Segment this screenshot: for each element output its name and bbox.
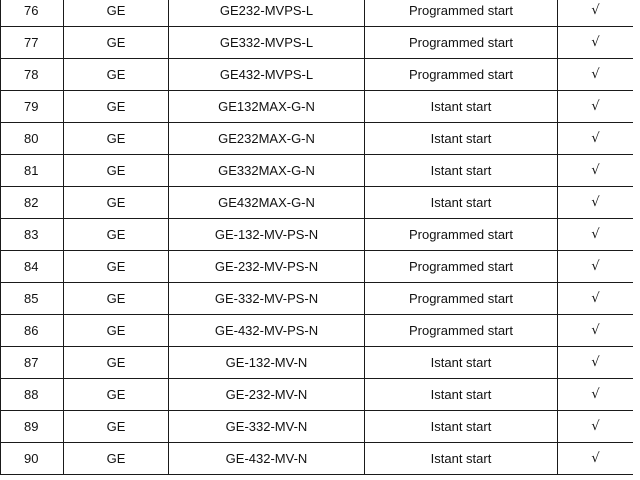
table-row: [1, 315, 634, 347]
table-row: [1, 187, 634, 219]
model-cell: GE-132-MV-PS-N: [169, 219, 365, 251]
table-row: [1, 59, 634, 91]
model-cell: GE-332-MV-PS-N: [169, 283, 365, 315]
row-number-cell: 84: [1, 251, 64, 283]
check-mark-cell: √: [558, 187, 634, 219]
row-number-cell: 76: [1, 0, 64, 27]
model-cell: GE432MAX-G-N: [169, 187, 365, 219]
start-type-cell: Programmed start: [365, 315, 558, 347]
model-cell: GE-132-MV-N: [169, 347, 365, 379]
table-row: [1, 443, 634, 475]
start-type-cell: Programmed start: [365, 27, 558, 59]
model-cell: GE-432-MV-N: [169, 443, 365, 475]
brand-cell: GE: [64, 283, 169, 315]
check-mark-cell: √: [558, 91, 634, 123]
model-cell: GE-232-MV-PS-N: [169, 251, 365, 283]
start-type-cell: Istant start: [365, 443, 558, 475]
start-type-cell: Istant start: [365, 155, 558, 187]
start-type-cell: Istant start: [365, 123, 558, 155]
row-number-cell: 77: [1, 27, 64, 59]
start-type-cell: Programmed start: [365, 0, 558, 27]
check-mark-cell: √: [558, 283, 634, 315]
check-mark-cell: √: [558, 315, 634, 347]
table-row: [1, 219, 634, 251]
start-type-cell: Istant start: [365, 411, 558, 443]
table-row: [1, 251, 634, 283]
check-mark-cell: √: [558, 251, 634, 283]
brand-cell: GE: [64, 443, 169, 475]
start-type-cell: Programmed start: [365, 283, 558, 315]
check-mark-cell: √: [558, 219, 634, 251]
brand-cell: GE: [64, 0, 169, 27]
table-row: [1, 27, 634, 59]
row-number-cell: 78: [1, 59, 64, 91]
row-number-cell: 79: [1, 91, 64, 123]
table-row: [1, 0, 634, 27]
row-number-cell: 85: [1, 283, 64, 315]
row-number-cell: 80: [1, 123, 64, 155]
brand-cell: GE: [64, 347, 169, 379]
start-type-cell: Programmed start: [365, 59, 558, 91]
brand-cell: GE: [64, 411, 169, 443]
table-row: [1, 283, 634, 315]
brand-cell: GE: [64, 91, 169, 123]
row-number-cell: 87: [1, 347, 64, 379]
check-mark-cell: √: [558, 0, 634, 27]
check-mark-cell: √: [558, 123, 634, 155]
model-cell: GE232MAX-G-N: [169, 123, 365, 155]
table-row: [1, 91, 634, 123]
start-type-cell: Istant start: [365, 347, 558, 379]
row-number-cell: 81: [1, 155, 64, 187]
check-mark-cell: √: [558, 59, 634, 91]
brand-cell: GE: [64, 219, 169, 251]
table-row: [1, 155, 634, 187]
start-type-cell: Istant start: [365, 379, 558, 411]
page-margin: [633, 0, 640, 480]
brand-cell: GE: [64, 155, 169, 187]
model-cell: GE-432-MV-PS-N: [169, 315, 365, 347]
brand-cell: GE: [64, 187, 169, 219]
brand-cell: GE: [64, 315, 169, 347]
check-mark-cell: √: [558, 443, 634, 475]
model-cell: GE332-MVPS-L: [169, 27, 365, 59]
model-cell: GE-232-MV-N: [169, 379, 365, 411]
check-mark-cell: √: [558, 379, 634, 411]
row-number-cell: 83: [1, 219, 64, 251]
table-row: [1, 347, 634, 379]
table-body: [1, 0, 634, 475]
start-type-cell: Programmed start: [365, 251, 558, 283]
start-type-cell: Istant start: [365, 91, 558, 123]
start-type-cell: Programmed start: [365, 219, 558, 251]
table-row: [1, 379, 634, 411]
check-mark-cell: √: [558, 27, 634, 59]
check-mark-cell: √: [558, 411, 634, 443]
row-number-cell: 82: [1, 187, 64, 219]
table-row: [1, 411, 634, 443]
start-type-cell: Istant start: [365, 187, 558, 219]
row-number-cell: 86: [1, 315, 64, 347]
row-number-cell: 88: [1, 379, 64, 411]
brand-cell: GE: [64, 123, 169, 155]
check-mark-cell: √: [558, 347, 634, 379]
row-number-cell: 89: [1, 411, 64, 443]
brand-cell: GE: [64, 27, 169, 59]
model-cell: GE332MAX-G-N: [169, 155, 365, 187]
model-cell: GE-332-MV-N: [169, 411, 365, 443]
row-number-cell: 90: [1, 443, 64, 475]
brand-cell: GE: [64, 59, 169, 91]
brand-cell: GE: [64, 379, 169, 411]
model-cell: GE432-MVPS-L: [169, 59, 365, 91]
table-row: [1, 123, 634, 155]
model-cell: GE232-MVPS-L: [169, 0, 365, 27]
brand-cell: GE: [64, 251, 169, 283]
model-cell: GE132MAX-G-N: [169, 91, 365, 123]
check-mark-cell: √: [558, 155, 634, 187]
